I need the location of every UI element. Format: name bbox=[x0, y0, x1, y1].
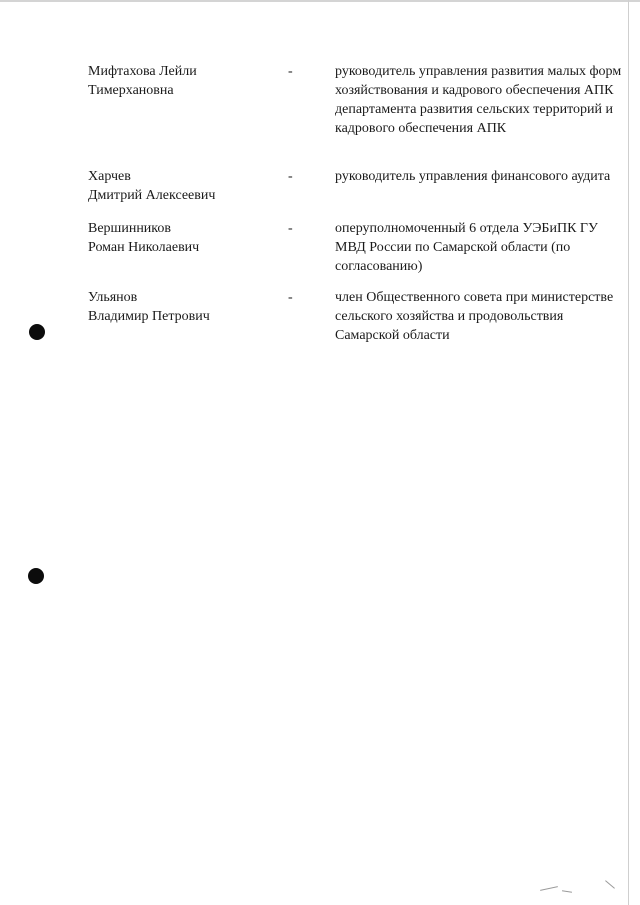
punch-hole-upper bbox=[29, 324, 45, 340]
member-role: оперуполномоченный 6 отдела УЭБиПК ГУ МВД России по Самарской области (по согласованию) bbox=[335, 221, 598, 274]
member-given-names: Владимир Петрович bbox=[88, 309, 210, 324]
separator-dash: - bbox=[288, 64, 293, 79]
member-role: руководитель управления финансового аудита bbox=[335, 169, 611, 184]
member-surname: Вершинников bbox=[88, 221, 172, 236]
member-given-names: Дмитрий Алексеевич bbox=[88, 188, 216, 203]
separator-dash: - bbox=[288, 221, 293, 236]
scan-artifact-mark bbox=[562, 890, 572, 892]
page-right-edge bbox=[628, 0, 629, 905]
member-name bbox=[88, 288, 288, 326]
member-surname: Харчев bbox=[88, 169, 131, 184]
member-name bbox=[88, 62, 288, 100]
member-role: руководитель управления развития малых форм хозяйствования и кадрового обеспечения АПК департамента развития сельских территорий и кадрового обеспечения АПК bbox=[335, 64, 622, 136]
member-given-names: Тимерхановна bbox=[88, 83, 174, 98]
separator-dash: - bbox=[288, 169, 293, 184]
member-surname: Мифтахова Лейли bbox=[88, 64, 197, 79]
page-top-edge bbox=[0, 0, 640, 2]
member-name bbox=[88, 219, 288, 257]
member-role: член Общественного совета при министерстве сельского хозяйства и продовольствия Самарской области bbox=[335, 290, 614, 343]
member-name bbox=[88, 167, 288, 205]
punch-hole-lower bbox=[28, 568, 44, 584]
scan-artifact-mark bbox=[540, 886, 558, 891]
member-given-names: Роман Николаевич bbox=[88, 240, 200, 255]
separator-dash: - bbox=[288, 290, 293, 305]
member-surname: Ульянов bbox=[88, 290, 138, 305]
scan-artifact-mark bbox=[605, 880, 615, 888]
